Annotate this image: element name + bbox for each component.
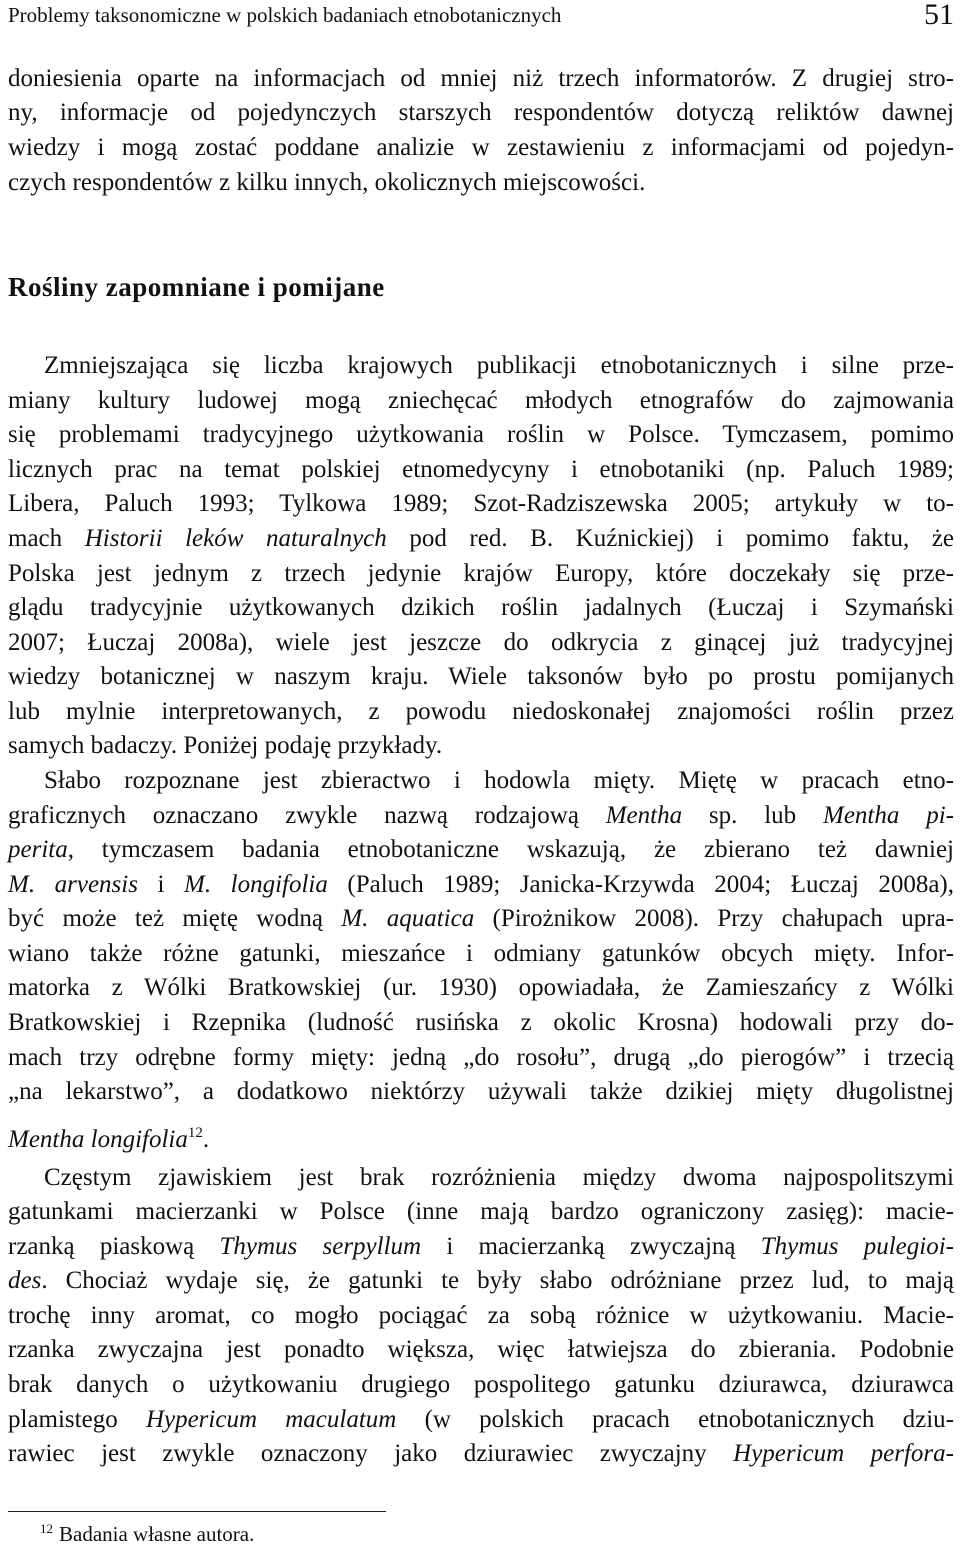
text-line: [8, 1125, 954, 1155]
page-number: 51: [924, 0, 954, 31]
text-line: wiedzy botanicznej w naszym kraju. Wiele taksonów było po prostu pomijanych: [8, 663, 954, 690]
species-name: Mentha pi-: [823, 802, 954, 829]
text-line: czych respondentów z kilku innych, okolicznych miejscowości.: [8, 169, 646, 196]
text-run: być może też miętę wodną: [8, 905, 342, 932]
text-line: wiano także różne gatunki, mieszańce i odmiany gatunków obcych mięty. Infor-: [8, 940, 954, 967]
running-head-title: Problemy taksonomiczne w polskich badaniach etnobotanicznych: [8, 3, 562, 27]
text-line: samych badaczy. Poniżej podaję przykłady.: [8, 732, 443, 759]
text-run: . Chociaż wydaje się, że gatunki te były słabo odróżniane przez lud, to mają: [41, 1267, 954, 1294]
text-line: Słabo rozpoznane jest zbieractwo i hodowla mięty. Miętę w pracach etno-: [44, 767, 954, 794]
text-line: Zmniejszająca się liczba krajowych publikacji etnobotanicznych i silne prze-: [44, 352, 954, 379]
text-run: (w polskich pracach etnobotanicznych dziu-: [396, 1406, 954, 1433]
footnote-text: Badania własne autora.: [59, 1522, 255, 1546]
footnote-marker: 12: [40, 1521, 53, 1536]
text-line: [8, 904, 954, 934]
species-name: Mentha longifolia: [8, 1126, 188, 1153]
text-line: wiedzy i mogą zostać poddane analizie w zestawieniu z informacjami od pojedyn-: [8, 134, 954, 161]
text-line: miany kultury ludowej mogą zniechęcać młodych etnografów do zajmowania: [8, 387, 954, 414]
text-line: [8, 835, 954, 865]
text-line: [8, 1232, 954, 1262]
text-line: Bratkowskiej i Rzepnika (ludność rusińska z okolic Krosna) hodowali przy do-: [8, 1009, 954, 1036]
text-line: glądu tradycyjnie użytkowanych dzikich roślin jadalnych (Łuczaj i Szymański: [8, 594, 954, 621]
text-line: „na lekarstwo”, a dodatkowo niektórzy używali także dzikiej mięty długolistnej: [8, 1078, 954, 1105]
text-run: , tymczasem badania etnobotaniczne wskazują, że zbierano też dawniej: [67, 836, 954, 863]
italic-title: Historii leków naturalnych: [84, 525, 387, 552]
text-line: się problemami tradycyjnego użytkowania roślin w Polsce. Tymczasem, pomimo: [8, 421, 954, 448]
text-line: [8, 1266, 954, 1296]
species-name: M. longifolia: [184, 871, 328, 898]
text-line: Libera, Paluch 1993; Tylkowa 1989; Szot-Radziszewska 2005; artykuły w to-: [8, 490, 954, 517]
species-name: Hypericum perfora-: [733, 1440, 954, 1467]
text-line: lub mylnie interpretowanych, z powodu niedoskonałej znajomości roślin przez: [8, 698, 954, 725]
running-header: [8, 0, 954, 36]
text-run: graficznych oznaczano zwykle nazwą rodzajową: [8, 802, 606, 829]
section-heading: Rośliny zapomniane i pomijane: [8, 272, 385, 302]
text-run: (Pirożnikow 2008). Przy chałupach upra-: [474, 905, 954, 932]
text-line: brak danych o użytkowaniu drugiego pospolitego gatunku dziurawca, dziurawca: [8, 1371, 954, 1398]
text-line: mach trzy odrębne formy mięty: jedną „do rosołu”, drugą „do pierogów” i trzecią: [8, 1044, 954, 1071]
text-run: sp. lub: [682, 802, 824, 829]
text-line: 2007; Łuczaj 2008a), wiele jest jeszcze do odkrycia z ginącej już tradycyjnej: [8, 629, 954, 656]
text-run: (Paluch 1989; Janicka-Krzywda 2004; Łuczaj 2008a),: [327, 871, 954, 898]
text-run: .: [202, 1126, 210, 1153]
text-line: gatunkami macierzanki w Polsce (inne mają bardzo ograniczony zasięg): macie-: [8, 1198, 954, 1225]
text-line: matorka z Wólki Bratkowskiej (ur. 1930) opowiadała, że Zamieszańcy z Wólki: [8, 974, 954, 1001]
footnote-reference[interactable]: 12: [187, 1125, 203, 1141]
text-run: i: [137, 871, 184, 898]
species-name: M. aquatica: [341, 905, 475, 932]
text-run: rawiec jest zwykle oznaczony jako dziurawiec zwyczajny: [8, 1440, 734, 1467]
text-line: licznych prac na temat polskiej etnomedycyny i etnobotaniki (np. Paluch 1989;: [8, 456, 954, 483]
text-line: [8, 870, 954, 900]
species-name: des: [8, 1267, 42, 1294]
text-line: trochę inny aromat, co mogło pociągać za sobą różnice w użytkowaniu. Macie-: [8, 1302, 954, 1329]
species-name: Thymus serpyllum: [219, 1233, 422, 1260]
footnote-divider: [8, 1511, 386, 1512]
text-run: pod red. B. Kuźnickiej) i pomimo faktu, że: [386, 525, 955, 552]
text-line: [8, 524, 954, 554]
species-name: perita: [8, 836, 68, 863]
text-run: i macierzanką zwyczajną: [421, 1233, 761, 1260]
text-run: mach: [8, 525, 85, 552]
text-line: Polska jest jednym z trzech jedynie krajów Europy, które doczekały się prze-: [8, 560, 954, 587]
text-line: rzanka zwyczajna jest ponadto większa, więc łatwiejsza do zbierania. Podobnie: [8, 1336, 954, 1363]
species-name: Hypericum maculatum: [145, 1406, 397, 1433]
species-name: Thymus pulegioi-: [760, 1233, 954, 1260]
text-line: doniesienia oparte na informacjach od mniej niż trzech informatorów. Z drugiej stro-: [8, 65, 954, 92]
text-line: ny, informacje od pojedynczych starszych respondentów dotyczą reliktów dawnej: [8, 99, 954, 126]
text-line: [8, 801, 954, 831]
text-line: [8, 1405, 954, 1435]
footnote: [40, 1522, 254, 1547]
text-line: [8, 1439, 954, 1469]
text-run: rzanką piaskową: [8, 1233, 220, 1260]
species-name: M. arvensis: [8, 871, 138, 898]
text-line: Częstym zjawiskiem jest brak rozróżnienia między dwoma najpospolitszymi: [44, 1164, 954, 1191]
text-run: plamistego: [8, 1406, 146, 1433]
species-name: Mentha: [605, 802, 683, 829]
